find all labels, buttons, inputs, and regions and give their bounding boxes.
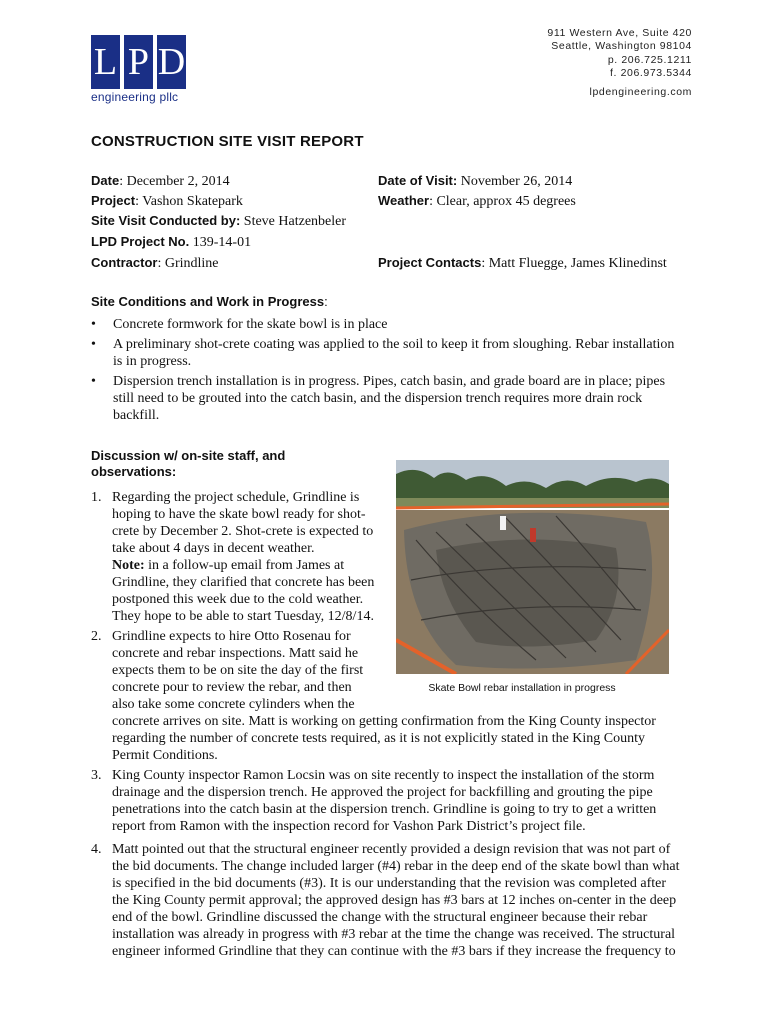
item-line: Grindline, they clarified that concrete has been bbox=[112, 575, 375, 590]
item-line: end of the bowl. Grindline discussed the change with the structural engineer because their rebar bbox=[112, 910, 648, 925]
photo-worker-2 bbox=[530, 528, 536, 542]
item-line: postponed this week due to the cold weather. bbox=[112, 592, 364, 607]
note-text: in a follow-up email from James at bbox=[144, 558, 345, 573]
conducted-by-value: Steve Hatzenbeler bbox=[240, 214, 347, 229]
item-text bbox=[112, 767, 656, 835]
weather-label: Weather bbox=[378, 193, 430, 208]
site-condition-item: • A preliminary shot-crete coating was applied to the soil to keep it from sloughing. Rebar installation is in progress. bbox=[91, 336, 681, 370]
weather-value: : Clear, approx 45 degrees bbox=[429, 194, 576, 209]
visit-date-label: Date of Visit: bbox=[378, 173, 458, 188]
site-conditions-heading-colon: : bbox=[324, 294, 328, 309]
item-line: regarding the number of concrete tests required, as it is not explicitly stated in the King County bbox=[112, 731, 646, 746]
item-line: take about 4 days in decent weather. bbox=[112, 541, 315, 556]
item-line: Regarding the project schedule, Grindline is bbox=[112, 490, 360, 505]
visit-date-value: November 26, 2014 bbox=[457, 174, 573, 189]
note-label: Note: bbox=[112, 558, 145, 573]
item-number: 3. bbox=[91, 768, 102, 783]
item-line: penetrations into the catch basin at the dispersion trench. Grindline is going to try to get a written bbox=[112, 802, 657, 817]
item-line: expects them to be on site the day of the first bbox=[112, 663, 364, 678]
item-text bbox=[112, 489, 374, 625]
item-line: the King County permit approval; the approved design has #3 bars at 12 inches on-center in the deep bbox=[112, 893, 677, 908]
report-date bbox=[91, 172, 230, 190]
visit-date bbox=[378, 172, 572, 190]
logo-subtitle: engineering pllc bbox=[91, 90, 179, 104]
project-label: Project bbox=[91, 193, 136, 208]
lpd-project-number bbox=[91, 233, 251, 251]
item-line: installation was already in progress with #3 rebar at the time the change was received. The structural bbox=[112, 927, 676, 942]
item-note-line bbox=[112, 557, 374, 574]
address-line-1: 911 Western Ave, Suite 420 bbox=[547, 27, 692, 39]
site-conditions-heading bbox=[91, 294, 328, 310]
site-condition-item: • Dispersion trench installation is in progress. Pipes, catch basin, and grade board are in place; pipes still need to be grouted into the catch basin, and the dispersion trench requires more drain rock backfill. bbox=[91, 373, 681, 424]
logo-letter-l: L bbox=[91, 35, 120, 89]
item-line: Matt pointed out that the structural engineer recently provided a design revision that was not part of bbox=[112, 842, 671, 857]
item-line: concrete pour to review the rebar, and then bbox=[112, 680, 352, 695]
item-line: Grindline expects to hire Otto Rosenau for bbox=[112, 629, 351, 644]
project-contacts-label: Project Contacts bbox=[378, 255, 482, 270]
site-visit-conducted-by bbox=[91, 212, 346, 230]
skate-bowl-photo bbox=[396, 460, 669, 674]
item-text bbox=[112, 841, 679, 960]
item-line: the bid documents. The change included larger (#4) rebar in the deep end of the skate bowl than what bbox=[112, 859, 680, 874]
discussion-heading bbox=[91, 448, 285, 480]
project-contacts-value: : Matt Fluegge, James Klinedinst bbox=[481, 256, 667, 271]
report-date-label: Date bbox=[91, 173, 120, 188]
site-conditions-heading-text: Site Conditions and Work in Progress bbox=[91, 294, 325, 309]
project-contacts bbox=[378, 254, 667, 272]
logo-letter-d: D bbox=[157, 35, 186, 89]
item-number: 1. bbox=[91, 490, 102, 505]
weather bbox=[378, 192, 576, 210]
lpd-project-label: LPD Project No. bbox=[91, 234, 190, 249]
item-line: report from Ramon with the inspection record for Vashon Park District’s project file. bbox=[112, 819, 586, 834]
site-conditions-list bbox=[91, 316, 681, 427]
photo-worker-1 bbox=[500, 516, 506, 530]
company-address bbox=[547, 27, 692, 99]
contractor bbox=[91, 254, 219, 272]
site-condition-item: • Concrete formwork for the skate bowl is in place bbox=[91, 316, 681, 333]
item-line: hoping to have the skate bowl ready for shot- bbox=[112, 507, 366, 522]
item-line: Permit Conditions. bbox=[112, 748, 218, 763]
project bbox=[91, 192, 243, 210]
item-line: concrete and rebar inspections. Matt said he bbox=[112, 646, 359, 661]
report-date-value: : December 2, 2014 bbox=[119, 174, 230, 189]
report-title: CONSTRUCTION SITE VISIT REPORT bbox=[91, 133, 364, 150]
photo-caption: Skate Bowl rebar installation in progress bbox=[428, 682, 616, 694]
item-number: 2. bbox=[91, 629, 102, 644]
address-phone: p. 206.725.1211 bbox=[607, 53, 692, 66]
item-number: 4. bbox=[91, 842, 102, 857]
item-line: concrete arrives on site. Matt is working on getting confirmation from the King County inspector bbox=[112, 714, 656, 729]
item-line: is specified in the bid documents (#3). It is our understanding that the revision was completed after bbox=[112, 876, 667, 891]
company-logo bbox=[91, 35, 187, 105]
company-website: lpdengineering.com bbox=[589, 85, 692, 98]
item-line: drainage and the dispersion trench. He approved the project for backfilling and grouting the pipe bbox=[112, 785, 653, 800]
project-value: : Vashon Skatepark bbox=[135, 194, 243, 209]
item-line: King County inspector Ramon Locsin was on site recently to inspect the installation of the storm bbox=[112, 768, 655, 783]
conducted-by-label: Site Visit Conducted by: bbox=[91, 213, 241, 228]
lpd-project-value: 139-14-01 bbox=[189, 235, 252, 250]
logo-letter-p: P bbox=[124, 35, 153, 89]
address-fax: f. 206.973.5344 bbox=[610, 67, 692, 80]
item-line: engineer informed Grindline that they can continue with the #3 bars if they increase the frequency to bbox=[112, 944, 676, 959]
item-line: also take some concrete cylinders when the bbox=[112, 697, 355, 712]
contractor-value: : Grindline bbox=[157, 256, 219, 271]
skate-bowl-illustration bbox=[396, 460, 669, 674]
discussion-heading-line-1: Discussion w/ on-site staff, and bbox=[91, 448, 286, 463]
contractor-label: Contractor bbox=[91, 255, 158, 270]
item-line: They hope to be able to start Tuesday, 12/8/14. bbox=[112, 609, 374, 624]
item-line: crete by December 2. Shot-crete is expected to bbox=[112, 524, 374, 539]
address-line-2: Seattle, Washington 98104 bbox=[551, 40, 692, 53]
discussion-heading-line-2: observations: bbox=[91, 464, 177, 479]
